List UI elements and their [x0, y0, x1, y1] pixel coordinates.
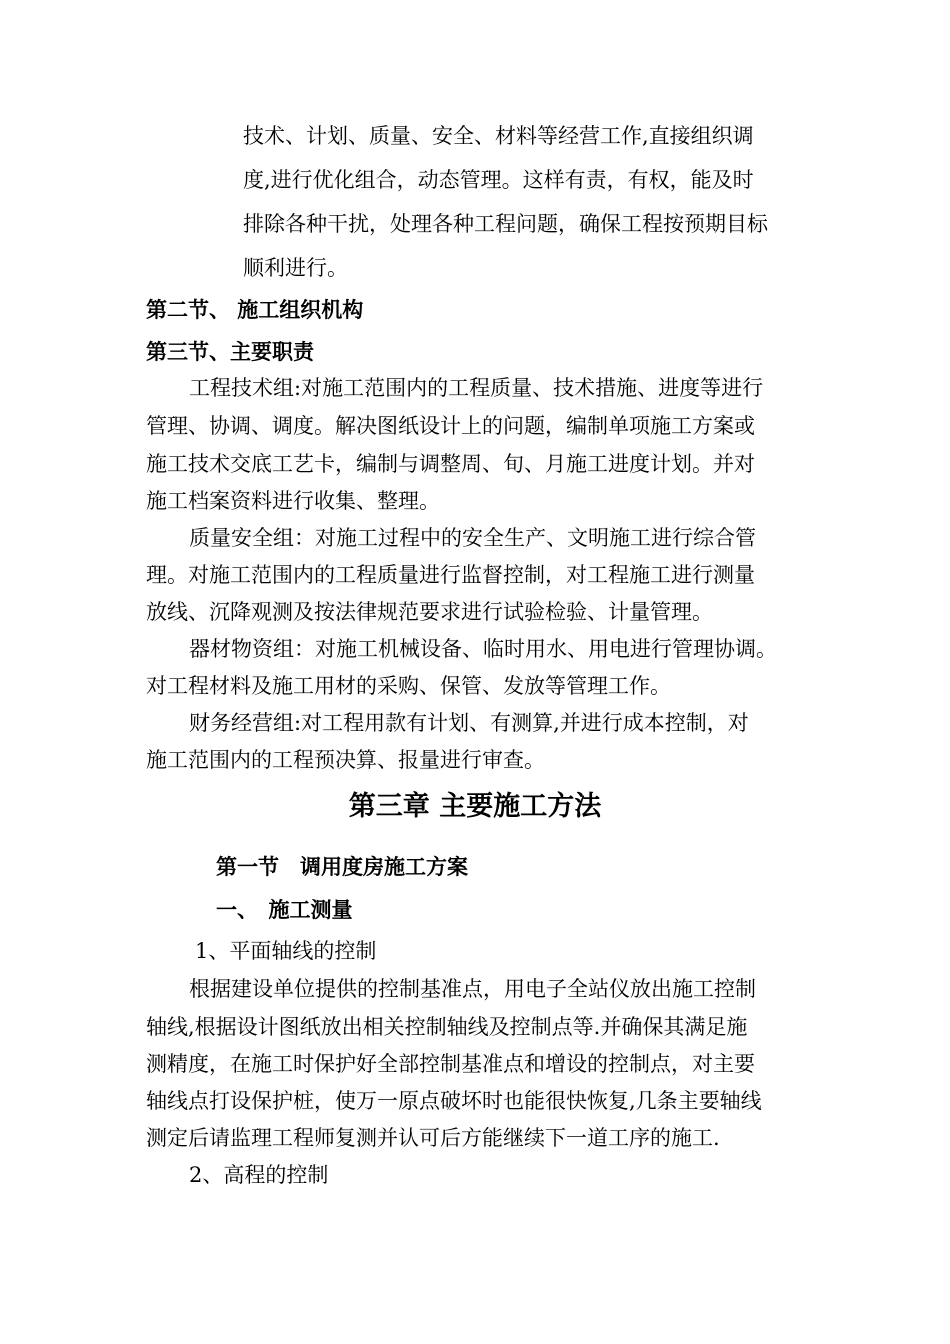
text-line: 技术、计划、质量、安全、材料等经营工作,直接组织调: [243, 124, 754, 148]
text-line: 度,进行优化组合，动态管理。这样有责，有权，能及时: [243, 168, 754, 192]
text-line: 顺利进行。: [243, 256, 348, 280]
text-line: 轴线点打设保护桩，使万一原点破坏时也能很快恢复,几条主要轴线: [146, 1089, 762, 1113]
text-line: 测精度，在施工时保护好全部控制基准点和增设的控制点，对主要: [146, 1052, 755, 1076]
subsection-heading-survey: 一、 施工测量: [216, 897, 353, 922]
text-line: 工程技术组:对施工范围内的工程质量、技术措施、进度等进行: [189, 376, 764, 400]
section-heading-organization: 第二节、 施工组织机构: [146, 297, 364, 322]
item-heading-elevation-control: 2、高程的控制: [189, 1163, 329, 1187]
text-line: 施工档案资料进行收集、整理。: [146, 489, 440, 513]
text-line: 放线、沉降观测及按法律规范要求进行试验检验、计量管理。: [146, 600, 713, 624]
text-line: 质量安全组：对施工过程中的安全生产、文明施工进行综合管: [189, 526, 756, 550]
text-line: 排除各种干扰，处理各种工程问题，确保工程按预期目标: [243, 212, 768, 236]
text-line: 财务经营组:对工程用款有计划、有测算,并进行成本控制，对: [189, 711, 749, 735]
text-line: 器材物资组：对施工机械设备、临时用水、用电进行管理协调。: [189, 637, 777, 661]
text-line: 轴线,根据设计图纸放出相关控制轴线及控制点等.并确保其满足施: [146, 1015, 748, 1039]
text-line: 根据建设单位提供的控制基准点，用电子全站仪放出施工控制: [189, 977, 756, 1001]
text-line: 理。对施工范围内的工程质量进行监督控制，对工程施工进行测量: [146, 563, 755, 587]
text-line: 测定后请监理工程师复测并认可后方能继续下一道工序的施工.: [146, 1126, 720, 1150]
section-heading-plan: 第一节 调用度房施工方案: [216, 854, 468, 879]
item-heading-axis-control: 1、平面轴线的控制: [195, 939, 377, 963]
text-line: 管理、协调、调度。解决图纸设计上的问题，编制单项施工方案或: [146, 414, 755, 438]
text-line: 施工范围内的工程预决算、报量进行审查。: [146, 748, 545, 772]
chapter-title: 第三章 主要施工方法: [348, 791, 602, 822]
section-heading-duties: 第三节、主要职责: [146, 339, 314, 364]
text-line: 施工技术交底工艺卡，编制与调整周、旬、月施工进度计划。并对: [146, 452, 755, 476]
text-line: 对工程材料及施工用材的采购、保管、发放等管理工作。: [146, 674, 671, 698]
